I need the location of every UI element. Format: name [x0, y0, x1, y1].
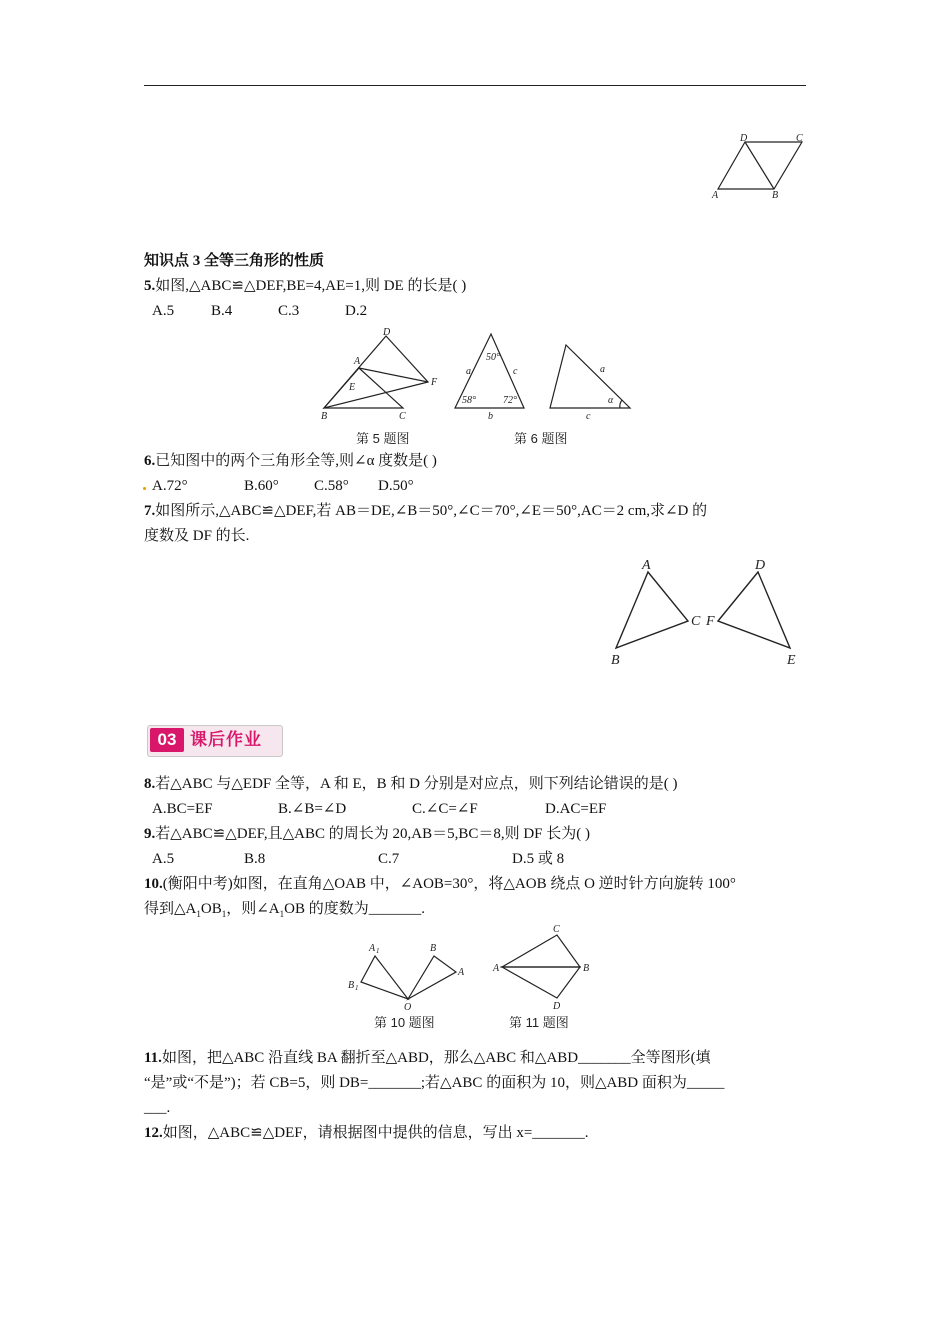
fig5-label-c: C	[399, 411, 406, 422]
q11-number: 11.	[144, 1050, 162, 1066]
question-5	[144, 275, 466, 297]
fig-top-label-c: C	[796, 133, 803, 144]
q11-text-line1: 如图，把△ABC 沿直线 BA 翻折至△ABD，那么△ABC 和△ABD_______全等图形(填	[161, 1050, 711, 1066]
q8-option-d: D.AC=EF	[545, 801, 607, 817]
q6-number: 6.	[144, 453, 156, 469]
fig10-label-a: A	[458, 967, 465, 978]
fig11-label-b: B	[583, 963, 590, 974]
caption-q6: 第 6 题图	[514, 431, 568, 446]
q8-option-a: A.BC=EF	[152, 801, 213, 817]
q6-option-c: C.58°	[314, 478, 349, 494]
figure-q11	[490, 922, 600, 1012]
q5-number: 5.	[144, 278, 156, 294]
fig6-side-a-right: a	[600, 364, 605, 375]
q8-number: 8.	[144, 776, 156, 792]
q5-text: 如图,△ABC≌△DEF,BE=4,AE=1,则 DE 的长是( )	[155, 278, 467, 294]
fig6-angle-top: 50°	[486, 352, 500, 363]
caption-q11: 第 11 题图	[509, 1015, 569, 1030]
homework-section-badge	[147, 725, 283, 757]
fig5-label-f: F	[431, 377, 438, 388]
fig11-label-a: A	[493, 963, 500, 974]
q11-line2: “是”或“不是”)；若 CB=5，则 DB=_______;若△ABC 的面积为 10，则△ABD 面积为_____	[144, 1075, 725, 1091]
fig10-label-a1: A	[369, 943, 376, 954]
q10-line2	[144, 898, 425, 925]
fig10-label-a1-sub: 1	[376, 947, 380, 955]
q6-text: 已知图中的两个三角形全等,则∠α 度数是( )	[155, 453, 437, 469]
fig6-side-c-right: c	[586, 411, 591, 422]
q12-text: 如图，△ABC≌△DEF，请根据图中提供的信息，写出 x=_______.	[162, 1125, 589, 1141]
q9-option-d: D.5 或 8	[512, 851, 565, 867]
question-12	[144, 1122, 589, 1144]
q10-l2-sub1: 1	[196, 909, 201, 919]
q9-option-b: B.8	[244, 851, 266, 867]
question-10	[144, 873, 736, 895]
q10-l2-d: OB 的度数为_______.	[284, 901, 425, 917]
caption-q5: 第 5 题图	[356, 431, 410, 446]
q6-option-b: B.60°	[244, 478, 279, 494]
q9-option-c: C.7	[378, 851, 400, 867]
q5-option-b: B.4	[211, 303, 233, 319]
fig6-angle-left: 58°	[462, 395, 476, 406]
q7-text-line1: 如图所示,△ABC≌△DEF,若 AB＝DE,∠B＝50°,∠C＝70°,∠E＝50°,AC＝2 cm,求∠D 的	[155, 503, 708, 519]
fig6-angle-right: 72°	[503, 395, 517, 406]
q10-number: 10.	[144, 876, 163, 892]
fig7-label-a: A	[642, 558, 651, 573]
question-7	[144, 500, 707, 522]
q10-l2-c: ，则∠A	[226, 901, 280, 917]
badge-title: 课后作业	[190, 730, 262, 750]
figure-q7	[604, 556, 810, 672]
fig5-label-e: E	[349, 382, 356, 393]
q9-text: 若△ABC≌△DEF,且△ABC 的周长为 20,AB＝5,BC＝8,则 DF 长为( )	[155, 826, 591, 842]
header-rule	[144, 85, 806, 86]
fig7-label-d: D	[755, 558, 766, 573]
fig6-side-c-left: c	[513, 366, 518, 377]
q5-option-a: A.5	[152, 303, 175, 319]
q10-l2-b: OB	[200, 901, 222, 917]
q6-option-a: A.72°	[152, 478, 188, 494]
figure-q10	[346, 938, 471, 1014]
q10-l2-a: 得到△A	[144, 901, 197, 917]
fig5-label-d: D	[383, 327, 391, 338]
fig7-label-f: F	[706, 614, 715, 629]
q8-text: 若△ABC 与△EDF 全等，A 和 E，B 和 D 分别是对应点，则下列结论错误的是( )	[155, 776, 678, 792]
fig7-label-b: B	[611, 653, 620, 668]
fig7-label-e: E	[787, 653, 796, 668]
badge-number: 03	[150, 728, 184, 752]
question-11	[144, 1047, 711, 1069]
mark-dot	[143, 487, 146, 490]
fig11-label-c: C	[553, 924, 560, 935]
q9-number: 9.	[144, 826, 156, 842]
fig5-label-a: A	[354, 356, 361, 367]
figure-q5	[316, 326, 446, 424]
fig11-label-d: D	[553, 1001, 561, 1012]
q8-option-c: C.∠C=∠F	[412, 801, 478, 817]
fig10-label-b1-sub: 1	[355, 984, 359, 992]
q7-line2: 度数及 DF 的长.	[144, 528, 250, 544]
q9-option-a: A.5	[152, 851, 175, 867]
question-6	[144, 450, 437, 472]
fig7-label-c: C	[691, 614, 701, 629]
caption-q10: 第 10 题图	[374, 1015, 435, 1030]
q5-option-c: C.3	[278, 303, 300, 319]
q11-line3: ___.	[144, 1100, 171, 1116]
fig5-label-b: B	[321, 411, 328, 422]
fig6-side-b: b	[488, 411, 493, 422]
q5-option-d: D.2	[345, 303, 368, 319]
q10-text-line1: (衡阳中考)如图，在直角△OAB 中，∠AOB=30°，将△AOB 绕点 O 逆时针方向旋转 100°	[162, 876, 736, 892]
fig6-side-a-left: a	[466, 366, 471, 377]
q6-option-d: D.50°	[378, 478, 414, 494]
figure-parallelogram	[708, 132, 808, 202]
q12-number: 12.	[144, 1125, 163, 1141]
fig-top-label-b: B	[772, 190, 779, 201]
fig10-label-o: O	[404, 1002, 412, 1013]
q10-l2-sub3: 1	[279, 909, 285, 919]
question-8	[144, 773, 678, 795]
fig6-angle-alpha: α	[608, 395, 614, 406]
q10-l2-sub2: 1	[221, 909, 227, 919]
figure-q6	[448, 330, 638, 422]
fig10-label-b1: B	[348, 980, 355, 991]
fig10-label-b: B	[430, 943, 437, 954]
fig-top-label-a: A	[712, 190, 719, 201]
fig-top-label-d: D	[740, 133, 748, 144]
question-9	[144, 823, 590, 845]
q7-number: 7.	[144, 503, 156, 519]
section-heading-knowledge-3: 知识点 3 全等三角形的性质	[144, 253, 325, 269]
q8-option-b: B.∠B=∠D	[278, 801, 347, 817]
